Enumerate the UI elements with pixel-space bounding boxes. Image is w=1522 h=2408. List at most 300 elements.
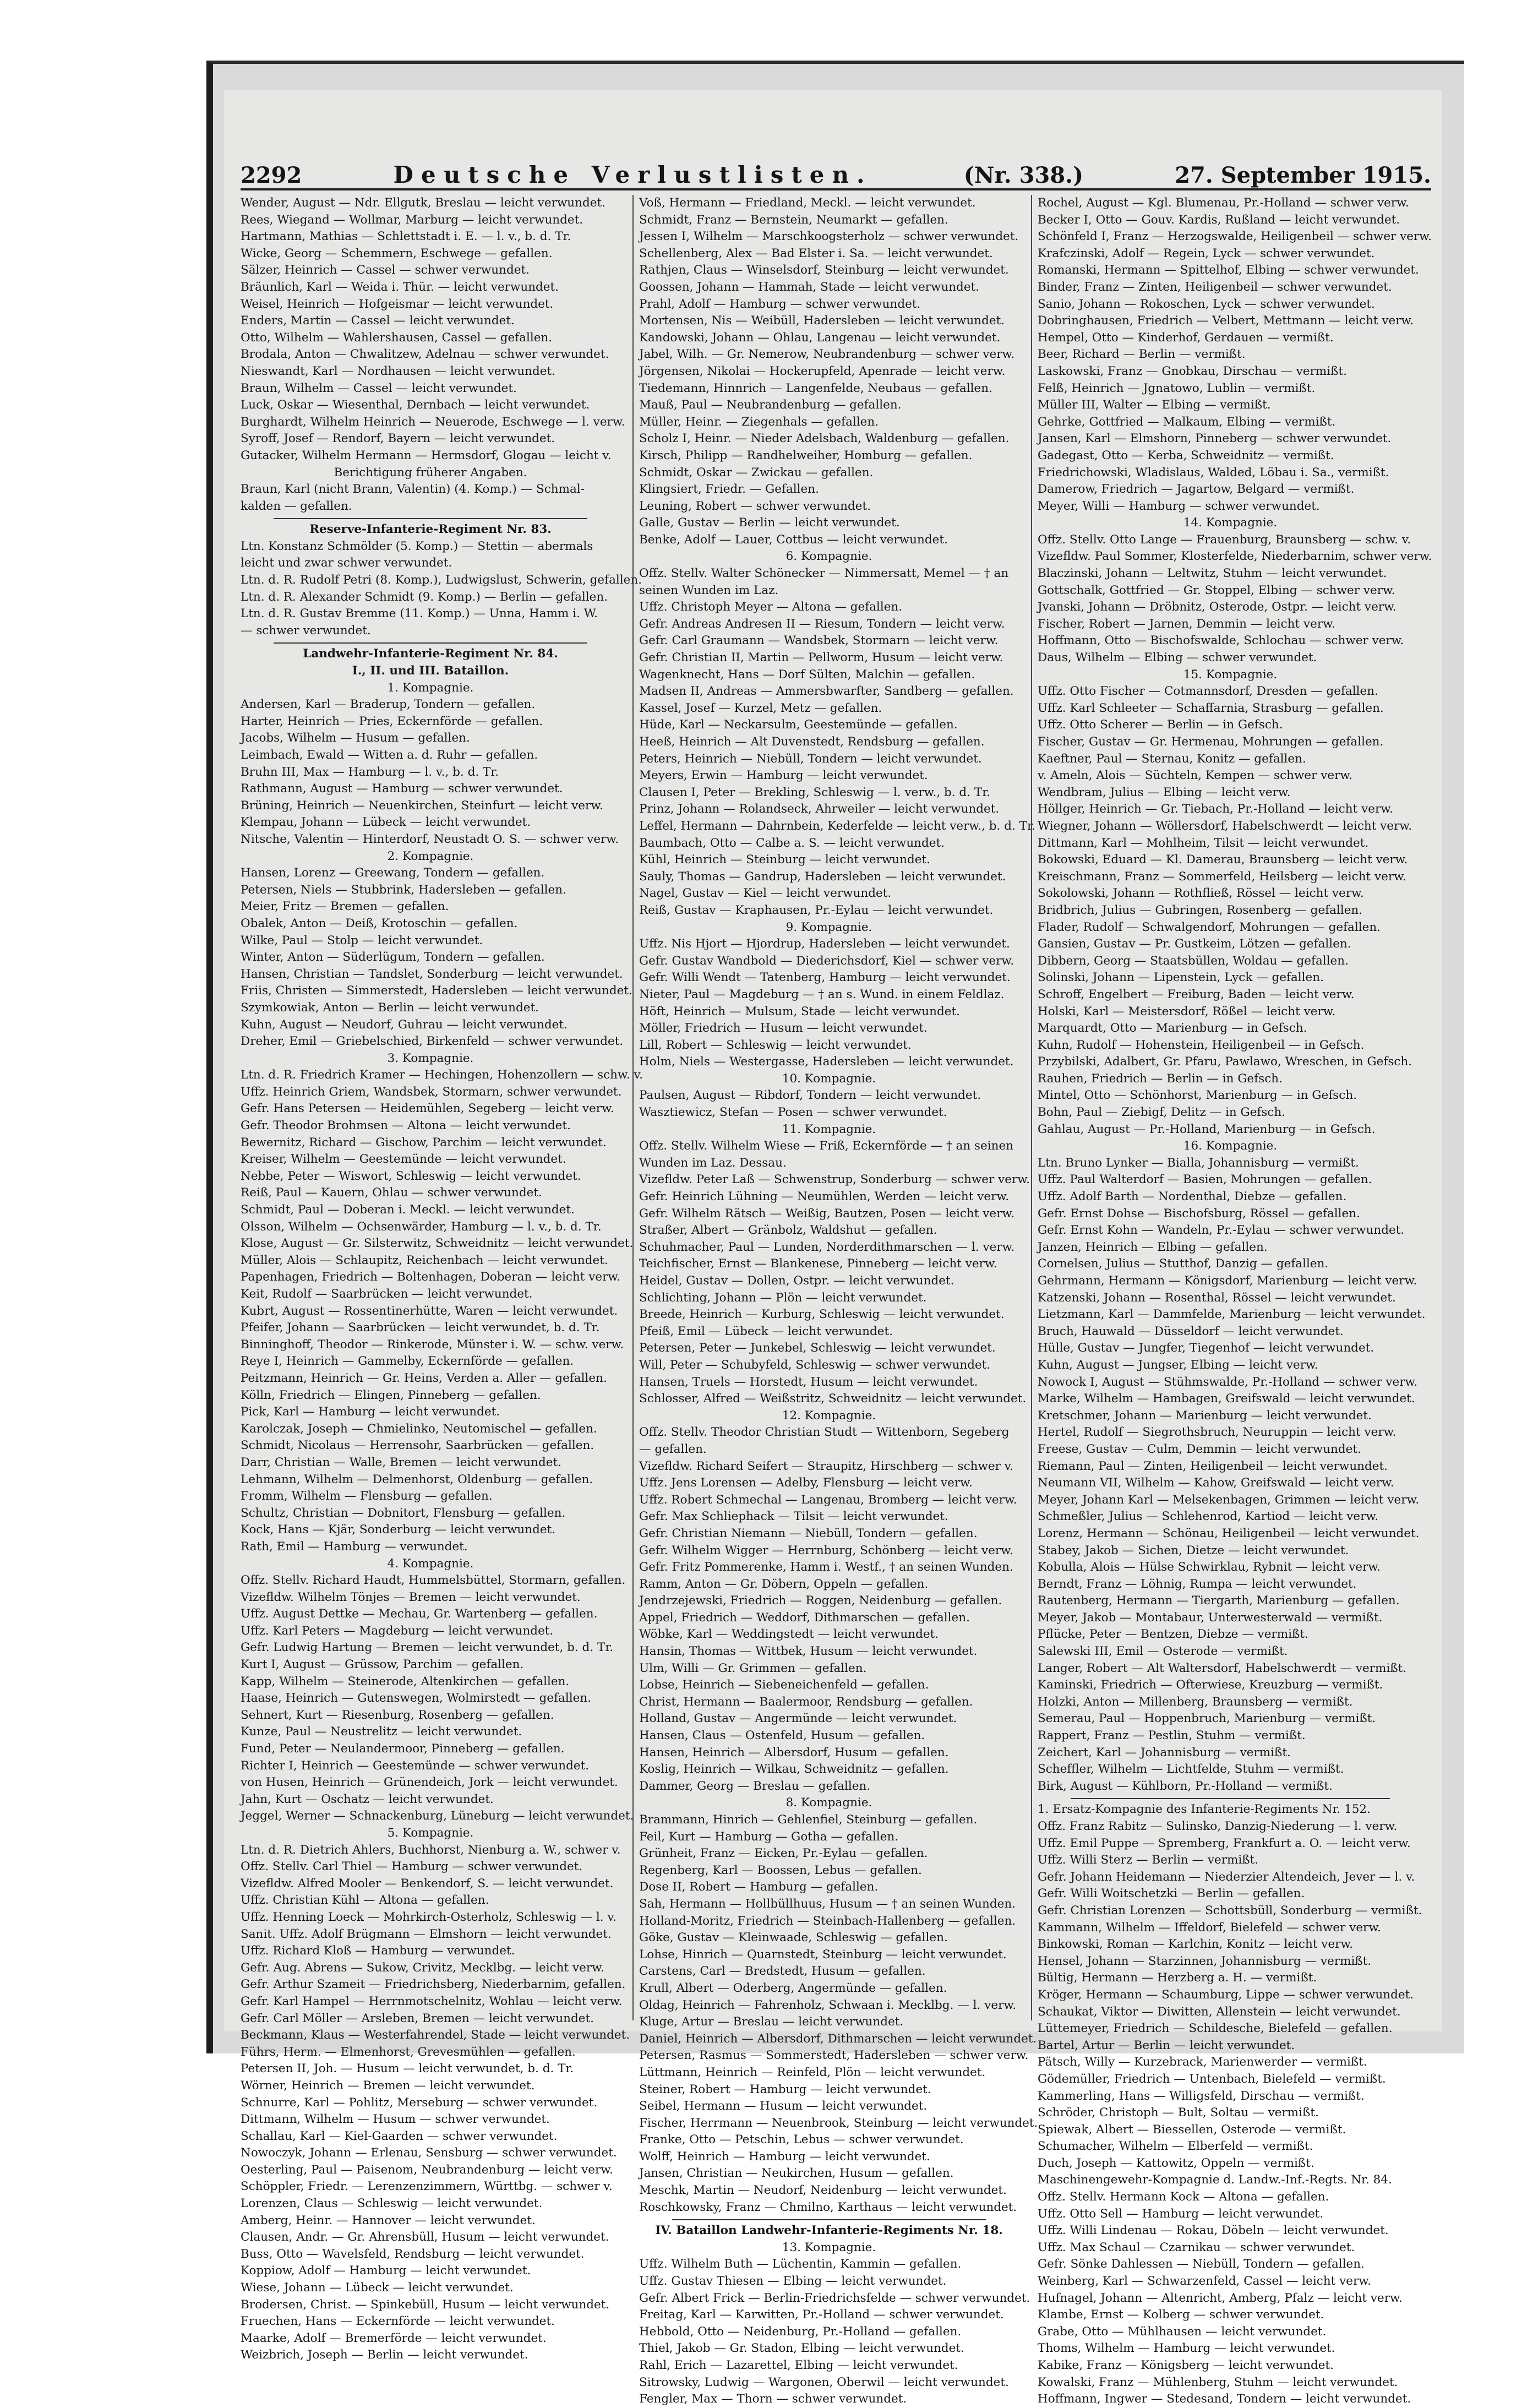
casualty-entry: Wiese, Johann — Lübeck — leicht verwundet.: [241, 2281, 514, 2295]
casualty-entry: Rochel, August — Kgl. Blumenau, Pr.-Holland — schwer verw.: [1038, 196, 1409, 210]
casualty-entry: Hansen, Lorenz — Greewang, Tondern — gefallen.: [241, 866, 545, 880]
casualty-entry: Rathmann, August — Hamburg — schwer verwundet.: [241, 782, 563, 796]
section-heading: I., II. und III. Bataillon.: [352, 664, 509, 678]
casualty-entry: Wolff, Heinrich — Hamburg — leicht verwundet.: [639, 2149, 930, 2164]
casualty-entry: Schallau, Karl — Kiel-Gaarden — schwer verwundet.: [241, 2129, 558, 2143]
casualty-entry: Schultz, Christian — Dobnitort, Flensburg — gefallen.: [241, 1506, 566, 1520]
casualty-entry: Gefr. Aug. Abrens — Sukow, Crivitz, Mecklbg. — leicht verw.: [241, 1960, 604, 1975]
section-heading: Reserve-Infanterie-Regiment Nr. 83.: [309, 522, 552, 537]
casualty-entry: Petersen, Rasmus — Sommerstedt, Hadersleben — schwer verw.: [639, 2049, 1029, 2063]
casualty-entry: Breede, Heinrich — Kurburg, Schleswig — leicht verwundet.: [639, 1307, 1005, 1322]
casualty-entry: kalden — gefallen.: [241, 499, 352, 513]
casualty-entry: Bohn, Paul — Ziebigf, Delitz — in Gefsch.: [1038, 1105, 1286, 1120]
casualty-entry: Uffz. Karl Schleeter — Schaffarnia, Strasburg — gefallen.: [1038, 701, 1384, 715]
casualty-entry: Bokowski, Eduard — Kl. Damerau, Braunsberg — leicht verw.: [1038, 853, 1408, 867]
casualty-entry: Rauhen, Friedrich — Berlin — in Gefsch.: [1038, 1071, 1283, 1086]
casualty-entry: Ulm, Willi — Gr. Grimmen — gefallen.: [639, 1661, 867, 1675]
casualty-entry: Wendbram, Julius — Elbing — leicht verw.: [1038, 785, 1291, 799]
company-heading: 14. Kompagnie.: [1183, 516, 1278, 530]
casualty-entry: Daniel, Heinrich — Albersdorf, Dithmarschen — leicht verwundet.: [639, 2031, 1037, 2046]
casualty-entry: Schlichting, Johann — Plön — leicht verwundet.: [639, 1290, 927, 1305]
casualty-entry: Gefr. Wilhelm Rätsch — Weißig, Bautzen, Posen — leicht verw.: [639, 1206, 1015, 1221]
casualty-entry: Neumann VII, Wilhelm — Kahow, Greifswald — leicht verw.: [1038, 1476, 1394, 1490]
casualty-entry: Przybilski, Adalbert, Gr. Pfaru, Pawlawo, Wreschen, in Gefsch.: [1038, 1055, 1412, 1069]
casualty-entry: Damerow, Friedrich — Jagartow, Belgard — vermißt.: [1038, 482, 1355, 497]
casualty-entry: Petersen II, Joh. — Husum — leicht verwundet, b. d. Tr.: [241, 2062, 574, 2076]
casualty-entry: Sälzer, Heinrich — Cassel — schwer verwundet.: [241, 263, 530, 277]
company-heading: 11. Kompagnie.: [782, 1122, 876, 1136]
casualty-entry: Kunze, Paul — Neustrelitz — leicht verwundet.: [241, 1725, 522, 1739]
casualty-entry: Flader, Rudolf — Schwalgendorf, Mohrungen — gefallen.: [1038, 920, 1381, 934]
casualty-entry: Lüttemeyer, Friedrich — Schildesche, Bielefeld — gefallen.: [1038, 2022, 1393, 2036]
casualty-entry: Uffz. Christian Kühl — Altona — gefallen.: [241, 1893, 489, 1908]
casualty-entry: Regenberg, Karl — Boossen, Lebus — gefallen.: [639, 1863, 922, 1877]
casualty-entry: Kandowski, Johann — Ohlau, Langenau — leicht verwundet.: [639, 330, 1001, 345]
casualty-entry: Duch, Joseph — Kattowitz, Oppeln — vermißt.: [1038, 2156, 1314, 2170]
company-heading: 16. Kompagnie.: [1183, 1139, 1278, 1153]
casualty-entry: Berndt, Franz — Löhnig, Rumpa — leicht verwundet.: [1038, 1577, 1357, 1591]
company-heading: Berichtigung früherer Angaben.: [334, 465, 527, 480]
casualty-entry: Daus, Wilhelm — Elbing — schwer verwundet.: [1038, 651, 1317, 665]
casualty-entry: Kretschmer, Johann — Marienburg — leicht verwundet.: [1038, 1408, 1372, 1423]
casualty-entry: Lohse, Hinrich — Quarnstedt, Steinburg — leicht verwundet.: [639, 1947, 1007, 1962]
casualty-entry: Uffz. Jens Lorensen — Adelby, Flensburg — leicht verw.: [639, 1476, 973, 1490]
casualty-entry: Freese, Gustav — Culm, Demmin — leicht verwundet.: [1038, 1442, 1361, 1456]
casualty-entry: Seibel, Hermann — Husum — leicht verwundet.: [639, 2099, 928, 2113]
casualty-entry: Ltn. d. R. Friedrich Kramer — Hechingen, Hohenzollern — schw. v.: [241, 1068, 643, 1082]
casualty-entry: Gefr. Christian Niemann — Niebüll, Tondern — gefallen.: [639, 1526, 978, 1540]
casualty-entry: Fromm, Wilhelm — Flensburg — gefallen.: [241, 1489, 493, 1503]
casualty-entry: Papenhagen, Friedrich — Boltenhagen, Doberan — leicht verw.: [241, 1270, 621, 1284]
casualty-entry: Gefr. Wilhelm Wigger — Herrnburg, Schönberg — leicht verw.: [639, 1543, 1013, 1557]
casualty-entry: Gefr. Albert Frick — Berlin-Friedrichsfelde — schwer verwundet.: [639, 2291, 1030, 2305]
casualty-entry: Krafczinski, Adolf — Regein, Lyck — schwer verwundet.: [1038, 246, 1375, 260]
casualty-entry: Oesterling, Paul — Paisenom, Neubrandenburg — leicht verw.: [241, 2162, 613, 2177]
casualty-entry: Karolczak, Joseph — Chmielinko, Neutomischel — gefallen.: [241, 1421, 597, 1436]
casualty-entry: Gefr. Christian Lorenzen — Schottsbüll, Sonderburg — vermißt.: [1038, 1903, 1422, 1917]
casualty-entry: Jörgensen, Nikolai — Hockerupfeld, Apenrade — leicht verw.: [639, 364, 1006, 378]
casualty-entry: Lobse, Heinrich — Siebeneichenfeld — gefallen.: [639, 1678, 929, 1692]
casualty-entry: Buss, Otto — Wavelsfeld, Rendsburg — leicht verwundet.: [241, 2247, 585, 2261]
casualty-entry: Gefr. Karl Hampel — Herrnmotschelnitz, Wohlau — leicht verw.: [241, 1994, 623, 2008]
casualty-entry: Schmidt, Oskar — Zwickau — gefallen.: [639, 465, 874, 480]
casualty-entry: Spiewak, Albert — Biessellen, Osterode — vermißt.: [1038, 2122, 1346, 2137]
casualty-entry: Fund, Peter — Neulandermoor, Pinneberg — gefallen.: [241, 1742, 565, 1756]
casualty-entry: Nowoczyk, Johann — Erlenau, Sensburg — schwer verwundet.: [241, 2146, 617, 2160]
casualty-entry: Romanski, Hermann — Spittelhof, Elbing — schwer verwundet.: [1038, 263, 1419, 277]
casualty-entry: Hertel, Rudolf — Siegrothsbruch, Neuruppin — leicht verw.: [1038, 1425, 1396, 1440]
casualty-entry: Pfeiß, Emil — Lübeck — leicht verwundet.: [639, 1324, 893, 1338]
casualty-entry: Jvanski, Johann — Dröbnitz, Osterode, Ostpr. — leicht verw.: [1038, 600, 1396, 614]
casualty-entry: Rees, Wiegand — Wollmar, Marburg — leicht verwundet.: [241, 213, 583, 227]
company-heading: 1. Kompagnie.: [387, 680, 474, 695]
casualty-entry: Kabike, Franz — Königsberg — leicht verwundet.: [1038, 2358, 1334, 2372]
casualty-entry: Schmidt, Franz — Bernstein, Neumarkt — gefallen.: [639, 213, 948, 227]
casualty-entry: Heidel, Gustav — Dollen, Ostpr. — leicht verwundet.: [639, 1274, 954, 1288]
casualty-entry: Klempau, Johann — Lübeck — leicht verwundet.: [241, 815, 531, 830]
casualty-entry: Kammann, Wilhelm — Iffeldorf, Bielefeld — schwer verw.: [1038, 1920, 1382, 1935]
casualty-entry: Schöppler, Friedr. — Lerenzenzimmern, Württbg. — schwer v.: [241, 2180, 613, 2194]
casualty-entry: Uffz. Wilhelm Buth — Lüchentin, Kammin — gefallen.: [639, 2257, 962, 2271]
casualty-entry: Wender, August — Ndr. Ellgutk, Breslau — leicht verwundet.: [241, 196, 605, 210]
casualty-entry: seinen Wunden im Laz.: [639, 583, 779, 597]
casualty-entry: Schumacher, Wilhelm — Elberfeld — vermißt.: [1038, 2139, 1313, 2154]
casualty-entry: Kassel, Josef — Kurzel, Metz — gefallen.: [639, 701, 882, 715]
casualty-entry: Obalek, Anton — Deiß, Krotoschin — gefallen.: [241, 916, 518, 930]
casualty-entry: Friedrichowski, Wladislaus, Walded, Löbau i. Sa., vermißt.: [1038, 465, 1389, 480]
casualty-entry: Höft, Heinrich — Mulsum, Stade — leicht verwundet.: [639, 1004, 960, 1018]
casualty-entry: Clausen, Andr. — Gr. Ahrensbüll, Husum — leicht verwundet.: [241, 2230, 609, 2244]
casualty-entry: Klingsiert, Friedr. — Gefallen.: [639, 482, 819, 497]
casualty-entry: Uffz. Paul Walterdorf — Basien, Mohrungen — gefallen.: [1038, 1173, 1372, 1187]
casualty-entry: Zeichert, Karl — Johannisburg — vermißt.: [1038, 1745, 1291, 1759]
casualty-entry: Fischer, Gustav — Gr. Hermenau, Mohrungen — gefallen.: [1038, 735, 1384, 749]
casualty-entry: Sanio, Johann — Rokoschen, Lyck — schwer verwundet.: [1038, 297, 1375, 311]
casualty-entry: Dibbern, Georg — Staatsbüllen, Woldau — gefallen.: [1038, 954, 1349, 968]
casualty-entry: Gefr. Andreas Andresen II — Riesum, Tondern — leicht verw.: [639, 617, 1005, 631]
casualty-entry: Nieswandt, Karl — Nordhausen — leicht verwundet.: [241, 364, 555, 378]
casualty-entry: Koppiow, Adolf — Hamburg — leicht verwundet.: [241, 2264, 531, 2278]
casualty-entry: Schmidt, Nicolaus — Herrensohr, Saarbrücken — gefallen.: [241, 1439, 594, 1453]
casualty-entry: Rath, Emil — Hamburg — verwundet.: [241, 1539, 468, 1554]
casualty-entry: Dittmann, Wilhelm — Husum — schwer verwundet.: [241, 2112, 550, 2127]
company-heading: 3. Kompagnie.: [387, 1051, 474, 1065]
casualty-entry: Uffz. Otto Fischer — Cotmannsdorf, Dresden — gefallen.: [1038, 684, 1378, 699]
casualty-entry: Holm, Niels — Westergasse, Hadersleben — leicht verwundet.: [639, 1055, 1014, 1069]
casualty-entry: Leuning, Robert — schwer verwundet.: [639, 499, 871, 513]
casualty-entry: Enders, Martin — Cassel — leicht verwundet.: [241, 314, 515, 328]
casualty-entry: Wöbke, Karl — Weddingstedt — leicht verwundet.: [639, 1627, 939, 1642]
casualty-entry: Nebbe, Peter — Wiswort, Schleswig — leicht verwundet.: [241, 1169, 581, 1183]
casualty-entry: Uffz. Robert Schmechal — Langenau, Bromberg — leicht verw.: [639, 1492, 1017, 1507]
casualty-entry: Müller, Alois — Schlaupitz, Reichenbach — leicht verwundet.: [241, 1253, 608, 1267]
casualty-entry: Petersen, Peter — Junkebel, Schleswig — leicht verwundet.: [639, 1341, 996, 1355]
casualty-entry: Uffz. Otto Sell — Hamburg — leicht verwundet.: [1038, 2207, 1324, 2221]
casualty-entry: Uffz. Otto Scherer — Berlin — in Gefsch.: [1038, 718, 1283, 732]
casualty-entry: Jabel, Wilh. — Gr. Nemerow, Neubrandenburg — schwer verw.: [639, 347, 1015, 362]
casualty-entry: Schröder, Christoph — Bult, Soltau — vermißt.: [1038, 2106, 1319, 2120]
issue-number: (Nr. 338.): [963, 162, 1083, 188]
casualty-entry: Sehnert, Kurt — Riesenburg, Rosenberg — gefallen.: [241, 1708, 554, 1722]
casualty-entry: Grünheit, Franz — Eicken, Pr.-Eylau — gefallen.: [639, 1846, 928, 1861]
casualty-entry: Janzen, Heinrich — Elbing — gefallen.: [1038, 1240, 1268, 1254]
casualty-entry: Offz. Stellv. Hermann Kock — Altona — gefallen.: [1038, 2190, 1329, 2204]
casualty-entry: Ltn. d. R. Dietrich Ahlers, Buchhorst, Nienburg a. W., schwer v.: [241, 1843, 621, 1857]
casualty-entry: Gehrke, Gottfried — Malkaum, Elbing — vermißt.: [1038, 415, 1336, 429]
casualty-entry: Schaukat, Viktor — Diwitten, Allenstein — leicht verwundet.: [1038, 2004, 1401, 2019]
casualty-entry: Binder, Franz — Zinten, Heiligenbeil — schwer verwundet.: [1038, 280, 1392, 294]
casualty-entry: Kammerling, Hans — Willigsfeld, Dirschau — vermißt.: [1038, 2089, 1365, 2103]
casualty-entry: Vizefldw. Peter Laß — Schwenstrup, Sonderburg — schwer verw.: [639, 1173, 1030, 1187]
casualty-entry: Bartel, Artur — Berlin — leicht verwundet.: [1038, 2038, 1295, 2052]
column-middle: [632, 195, 1038, 2406]
casualty-entry: Jahn, Kurt — Oschatz — leicht verwundet.: [241, 1792, 494, 1806]
casualty-entry: Höllger, Heinrich — Gr. Tiebach, Pr.-Holland — leicht verw.: [1038, 802, 1393, 816]
casualty-entry: Sokolowski, Johann — Rothfließ, Rössel — leicht verw.: [1038, 886, 1364, 901]
company-heading: 13. Kompagnie.: [782, 2240, 876, 2254]
casualty-entry: Uffz. Max Schaul — Czarnikau — schwer verwundet.: [1038, 2240, 1355, 2254]
company-heading: 12. Kompagnie.: [782, 1408, 876, 1423]
casualty-entry: Uffz. Christoph Meyer — Altona — gefallen.: [639, 600, 903, 614]
casualty-entry: Galle, Gustav — Berlin — leicht verwundet.: [639, 516, 900, 530]
casualty-entry: Kowalski, Franz — Mühlenberg, Stuhm — leicht verwundet.: [1038, 2375, 1398, 2389]
casualty-entry: Reye I, Heinrich — Gammelby, Eckernförde — gefallen.: [241, 1354, 574, 1369]
company-heading: 10. Kompagnie.: [782, 1071, 876, 1086]
casualty-entry: Blaczinski, Johann — Leltwitz, Stuhm — leicht verwundet.: [1038, 566, 1387, 581]
casualty-entry: Hartmann, Mathias — Schlettstadt i. E. — l. v., b. d. Tr.: [241, 230, 571, 244]
casualty-entry: Wiegner, Johann — Wöllersdorf, Habelschwerdt — leicht verw.: [1038, 819, 1412, 833]
casualty-entry: Hempel, Otto — Kinderhof, Gerdauen — vermißt.: [1038, 330, 1334, 345]
casualty-entry: Kuhn, August — Jungser, Elbing — leicht verw.: [1038, 1358, 1318, 1372]
casualty-entry: Kapp, Wilhelm — Steinerode, Altenkirchen — gefallen.: [241, 1674, 570, 1688]
casualty-entry: Lehmann, Wilhelm — Delmenhorst, Oldenburg — gefallen.: [241, 1472, 593, 1486]
casualty-entry: Gadegast, Otto — Kerba, Schweidnitz — vermißt.: [1038, 448, 1334, 462]
casualty-entry: Offz. Stellv. Carl Thiel — Hamburg — schwer verwundet.: [241, 1860, 583, 1874]
casualty-entry: Hoffmann, Ingwer — Stedesand, Tondern — leicht verwundet.: [1038, 2392, 1411, 2406]
casualty-entry: Nieter, Paul — Magdeburg — † an s. Wund. in einem Feldlaz.: [639, 987, 1005, 1001]
casualty-entry: Will, Peter — Schubyfeld, Schleswig — schwer verwundet.: [639, 1358, 991, 1372]
casualty-entry: Hansen, Christian — Tandslet, Sonderburg — leicht verwundet.: [241, 967, 623, 981]
casualty-entry: Hüde, Karl — Neckarsulm, Geestemünde — gefallen.: [639, 718, 958, 732]
casualty-entry: Gahlau, August — Pr.-Holland, Marienburg — in Gefsch.: [1038, 1122, 1376, 1136]
casualty-entry: Meyers, Erwin — Hamburg — leicht verwundet.: [639, 769, 928, 783]
casualty-entry: Peters, Heinrich — Niebüll, Tondern — leicht verwundet.: [639, 751, 982, 766]
casualty-entry: Ramm, Anton — Gr. Döbern, Oppeln — gefallen.: [639, 1577, 929, 1591]
casualty-entry: Uffz. Willi Lindenau — Rokau, Döbeln — leicht verwundet.: [1038, 2224, 1389, 2238]
casualty-entry: Bültig, Hermann — Herzberg a. H. — vermißt.: [1038, 1971, 1317, 1985]
casualty-entry: Bräunlich, Karl — Weida i. Thür. — leicht verwundet.: [241, 280, 559, 294]
casualty-entry: Kölln, Friedrich — Elingen, Pinneberg — gefallen.: [241, 1388, 541, 1402]
casualty-entry: Holland, Gustav — Angermünde — leicht verwundet.: [639, 1712, 957, 1726]
casualty-entry: Olsson, Wilhelm — Ochsenwärder, Hamburg — l. v., b. d. Tr.: [241, 1219, 602, 1234]
section-rule: [274, 642, 587, 644]
casualty-entry: Hensel, Johann — Starzinnen, Johannisburg — vermißt.: [1038, 1954, 1372, 1968]
casualty-entry: Hufnagel, Johann — Altenricht, Amberg, Pfalz — leicht verw.: [1038, 2291, 1403, 2305]
casualty-entry: Carstens, Carl — Bredstedt, Husum — gefallen.: [639, 1964, 926, 1979]
casualty-entry: Salewski III, Emil — Osterode — vermißt.: [1038, 1644, 1288, 1659]
text-columns: [241, 195, 1432, 2406]
casualty-entry: Felß, Heinrich — Jgnatowo, Lublin — vermißt.: [1038, 381, 1316, 395]
casualty-entry: Grabe, Otto — Mühlhausen — leicht verwundet.: [1038, 2324, 1327, 2339]
casualty-entry: Kirsch, Philipp — Randhelweiher, Homburg — gefallen.: [639, 448, 973, 462]
company-heading: 15. Kompagnie.: [1183, 667, 1278, 682]
casualty-entry: Prahl, Adolf — Hamburg — schwer verwundet.: [639, 297, 921, 311]
casualty-entry: Offz. Stellv. Walter Schönecker — Nimmersatt, Memel — † an: [639, 566, 1009, 581]
casualty-entry: Pick, Karl — Hamburg — leicht verwundet.: [241, 1405, 500, 1419]
page-header: [241, 155, 1431, 190]
casualty-entry: Jeggel, Werner — Schnackenburg, Lüneburg — leicht verwundet.: [241, 1809, 634, 1823]
casualty-entry: Gefr. Carl Möller — Arsleben, Bremen — leicht verwundet.: [241, 2011, 594, 2025]
casualty-entry: Gefr. Gustav Wandbold — Diederichsdorf, Kiel — schwer verw.: [639, 954, 1014, 968]
casualty-entry: Amberg, Heinr. — Hannover — leicht verwundet.: [241, 2213, 536, 2227]
casualty-entry: Kubrt, August — Rossentinerhütte, Waren — leicht verwundet.: [241, 1304, 618, 1318]
casualty-entry: Baumbach, Otto — Calbe a. S. — leicht verwundet.: [639, 836, 945, 850]
scanned-page: [206, 61, 1464, 2406]
casualty-entry: Uffz. Willi Sterz — Berlin — vermißt.: [1038, 1853, 1259, 1867]
casualty-entry: Brodala, Anton — Chwalitzew, Adelnau — schwer verwundet.: [241, 347, 609, 362]
casualty-entry: Straßer, Albert — Gränbolz, Waldshut — gefallen.: [639, 1223, 937, 1238]
casualty-entry: Brammann, Hinrich — Gehlenfiel, Steinburg — gefallen.: [639, 1813, 978, 1827]
casualty-entry: Kühl, Heinrich — Steinburg — leicht verwundet.: [639, 853, 930, 867]
casualty-entry: Hebbold, Otto — Neidenburg, Pr.-Holland — gefallen.: [639, 2324, 962, 2339]
casualty-entry: Uffz. Heinrich Griem, Wandsbek, Stormarn, schwer verwundet.: [241, 1085, 622, 1099]
casualty-entry: Dittmann, Karl — Mohlheim, Tilsit — leicht verwundet.: [1038, 836, 1369, 850]
casualty-entry: Dammer, Georg — Breslau — gefallen.: [639, 1779, 871, 1793]
casualty-entry: Kock, Hans — Kjär, Sonderburg — leicht verwundet.: [241, 1523, 556, 1537]
casualty-entry: Mintel, Otto — Schönhorst, Marienburg — in Gefsch.: [1038, 1088, 1357, 1103]
casualty-entry: Offz. Stellv. Otto Lange — Frauenburg, Braunsberg — schw. v.: [1038, 532, 1411, 547]
casualty-entry: Sah, Hermann — Hollbüllhuus, Husum — † an seinen Wunden.: [639, 1897, 1016, 1911]
casualty-entry: Lietzmann, Karl — Dammfelde, Marienburg — leicht verwundet.: [1038, 1307, 1426, 1322]
casualty-entry: Fruechen, Hans — Eckernförde — leicht verwundet.: [241, 2314, 555, 2329]
casualty-entry: Marke, Wilhelm — Hambagen, Greifswald — leicht verwundet.: [1038, 1392, 1415, 1406]
casualty-entry: — gefallen.: [639, 1442, 707, 1456]
casualty-entry: Ltn. d. R. Alexander Schmidt (9. Komp.) — Berlin — gefallen.: [241, 590, 608, 604]
casualty-entry: Winter, Anton — Süderlügum, Tondern — gefallen.: [241, 950, 545, 965]
section-rule: [672, 2219, 986, 2220]
casualty-entry: Binkowski, Roman — Karlchin, Konitz — leicht verw.: [1038, 1937, 1354, 1952]
casualty-entry: Vizefldw. Richard Seifert — Straupitz, Hirschberg — schwer v.: [639, 1459, 1014, 1473]
casualty-entry: Lorenz, Hermann — Schönau, Heiligenbeil — leicht verwundet.: [1038, 1526, 1420, 1540]
section-heading: Landwehr-Infanterie-Regiment Nr. 84.: [303, 647, 558, 661]
casualty-entry: Wicke, Georg — Schemmern, Eschwege — gefallen.: [241, 246, 553, 260]
casualty-entry: Gefr. Theodor Brohmsen — Altona — leicht verwundet.: [241, 1119, 571, 1133]
casualty-entry: Schmeßler, Julius — Schlehenrod, Kartiod — leicht verw.: [1038, 1510, 1379, 1524]
casualty-entry: Bruch, Hauwald — Düsseldorf — leicht verwundet.: [1038, 1324, 1344, 1338]
company-heading: 5. Kompagnie.: [387, 1826, 474, 1840]
casualty-entry: Meyer, Willi — Hamburg — schwer verwundet.: [1038, 499, 1320, 513]
casualty-entry: Solinski, Johann — Lipenstein, Lyck — gefallen.: [1038, 971, 1324, 985]
casualty-entry: Kreischmann, Franz — Sommerfeld, Heilsberg — leicht verw.: [1038, 869, 1406, 884]
casualty-entry: Keit, Rudolf — Saarbrücken — leicht verwundet.: [241, 1287, 533, 1301]
casualty-entry: Weinberg, Karl — Schwarzenfeld, Cassel — leicht verw.: [1038, 2274, 1371, 2289]
casualty-entry: Krull, Albert — Oderberg, Angermünde — gefallen.: [639, 1981, 947, 1995]
casualty-entry: Gefr. Ernst Dohse — Bischofsburg, Rössel — gefallen.: [1038, 1206, 1360, 1221]
casualty-entry: Binninghoff, Theodor — Rinkerode, Münster i. W. — schw. verw.: [241, 1337, 624, 1352]
casualty-entry: Scholz I, Heinr. — Nieder Adelsbach, Waldenburg — gefallen.: [639, 432, 1010, 446]
section-heading: IV. Bataillon Landwehr-Infanterie-Regiments Nr. 18.: [655, 2224, 1003, 2238]
casualty-entry: Führs, Herm. — Elmenhorst, Grevesmühlen — gefallen.: [241, 2045, 576, 2059]
casualty-entry: Holski, Karl — Meistersdorf, Rößel — leicht verw.: [1038, 1004, 1336, 1018]
casualty-entry: Schönfeld I, Franz — Herzogswalde, Heiligenbeil — schwer verw.: [1038, 230, 1432, 244]
casualty-entry: Gefr. Ludwig Hartung — Bremen — leicht verwundet, b. d. Tr.: [241, 1641, 614, 1655]
casualty-entry: Gefr. Max Schliephack — Tilsit — leicht verwundet.: [639, 1510, 948, 1524]
casualty-entry: Pfeifer, Johann — Saarbrücken — leicht verwundet, b. d. Tr.: [241, 1321, 600, 1335]
casualty-entry: Gefr. Ernst Kohn — Wandeln, Pr.-Eylau — schwer verwundet.: [1038, 1223, 1405, 1238]
casualty-entry: Semerau, Paul — Hoppenbruch, Marienburg — vermißt.: [1038, 1712, 1376, 1726]
casualty-entry: Holzki, Anton — Millenberg, Braunsberg — vermißt.: [1038, 1695, 1353, 1709]
casualty-entry: Gehrmann, Hermann — Königsdorf, Marienburg — leicht verw.: [1038, 1274, 1417, 1288]
casualty-entry: Fischer, Herrmann — Neuenbrook, Steinburg — leicht verwundet.: [639, 2116, 1038, 2130]
casualty-entry: Thoms, Wilhelm — Hamburg — leicht verwundet.: [1038, 2341, 1335, 2356]
casualty-entry: Sauly, Thomas — Gandrup, Hadersleben — leicht verwundet.: [639, 869, 1006, 884]
casualty-entry: Marquardt, Otto — Marienburg — in Gefsch.: [1038, 1021, 1307, 1036]
casualty-entry: Holland-Moritz, Friedrich — Steinbach-Hallenberg — gefallen.: [639, 1914, 1016, 1928]
casualty-entry: Jacobs, Wilhelm — Husum — gefallen.: [241, 731, 470, 745]
casualty-entry: Offz. Stellv. Wilhelm Wiese — Friß, Eckernförde — † an seinen: [639, 1139, 1014, 1153]
casualty-entry: Bridbrich, Julius — Gubringen, Rosenberg — gefallen.: [1038, 903, 1363, 917]
casualty-entry: Dreher, Emil — Griebelschied, Birkenfeld — schwer verwundet.: [241, 1034, 624, 1049]
casualty-entry: Schlosser, Alfred — Weißstritz, Schweidnitz — leicht verwundet.: [639, 1392, 1027, 1406]
casualty-entry: Andersen, Karl — Braderup, Tondern — gefallen.: [241, 698, 536, 712]
casualty-entry: Beckmann, Klaus — Westerfahrendel, Stade — leicht verwundet.: [241, 2028, 630, 2042]
casualty-entry: Kuhn, August — Neudorf, Guhrau — leicht verwundet.: [241, 1017, 568, 1032]
casualty-entry: Gefr. Carl Graumann — Wandsbek, Stormarn — leicht verw.: [639, 634, 999, 648]
casualty-entry: Wasztiewicz, Stefan — Posen — schwer verwundet.: [639, 1105, 947, 1120]
casualty-entry: Steiner, Robert — Hamburg — leicht verwundet.: [639, 2082, 931, 2096]
casualty-entry: Feil, Kurt — Hamburg — Gotha — gefallen.: [639, 1829, 899, 1844]
casualty-entry: Mortensen, Nis — Weibüll, Hadersleben — leicht verwundet.: [639, 314, 1005, 328]
casualty-entry: Nitsche, Valentin — Hinterdorf, Neustadt O. S. — schwer verw.: [241, 832, 619, 846]
casualty-entry: Fischer, Robert — Jarnen, Demmin — leicht verw.: [1038, 617, 1335, 631]
casualty-entry: Jansen, Christian — Neukirchen, Husum — gefallen.: [639, 2166, 954, 2181]
casualty-entry: Rathjen, Claus — Winselsdorf, Steinburg — leicht verwundet.: [639, 263, 1009, 277]
casualty-entry: Gefr. Hans Petersen — Heidemühlen, Segeberg — leicht verw.: [241, 1102, 614, 1116]
casualty-entry: Gefr. Willi Wendt — Tatenberg, Hamburg — leicht verwundet.: [639, 971, 1011, 985]
casualty-entry: Teichfischer, Ernst — Blankenese, Pinneberg — leicht verw.: [639, 1257, 997, 1271]
casualty-entry: 1. Ersatz-Kompagnie des Infanterie-Regiments Nr. 152.: [1038, 1802, 1371, 1817]
casualty-entry: Gefr. Arthur Szameit — Friedrichsberg, Niederbarnim, gefallen.: [241, 1977, 626, 1992]
casualty-entry: Hansen, Heinrich — Albersdorf, Husum — gefallen.: [639, 1745, 949, 1759]
casualty-entry: Kreiser, Wilhelm — Geestemünde — leicht verwundet.: [241, 1152, 566, 1167]
casualty-entry: Bewernitz, Richard — Gischow, Parchim — leicht verwundet.: [241, 1135, 607, 1149]
casualty-entry: Kaminski, Friedrich — Ofterwiese, Kreuzburg — vermißt.: [1038, 1678, 1383, 1692]
company-heading: 2. Kompagnie.: [387, 849, 474, 863]
column-right: [1031, 195, 1432, 2406]
casualty-entry: Uffz. Richard Kloß — Hamburg — verwundet.: [241, 1944, 515, 1958]
casualty-entry: Vizefldw. Paul Sommer, Klosterfelde, Niederbarnim, schwer verw.: [1038, 549, 1432, 564]
casualty-entry: Mauß, Paul — Neubrandenburg — gefallen.: [639, 398, 902, 412]
casualty-entry: Prinz, Johann — Rolandseck, Ahrweiler — leicht verwundet.: [639, 802, 1000, 816]
company-heading: 8. Kompagnie.: [785, 1796, 872, 1810]
page-number: 2292: [241, 162, 302, 188]
casualty-entry: Clausen I, Peter — Brekling, Schleswig — l. verw., b. d. Tr.: [639, 785, 990, 799]
casualty-entry: Braun, Karl (nicht Brann, Valentin) (4. Komp.) — Schmal-: [241, 482, 585, 497]
casualty-entry: Möller, Friedrich — Husum — leicht verwundet.: [639, 1021, 928, 1036]
casualty-entry: Goossen, Johann — Hammah, Stade — leicht verwundet.: [639, 280, 980, 294]
casualty-entry: Rahl, Erich — Lazarettel, Elbing — leicht verwundet.: [639, 2358, 958, 2372]
casualty-entry: Wörner, Heinrich — Bremen — leicht verwundet.: [241, 2078, 535, 2093]
casualty-entry: Hülle, Gustav — Jungfer, Tiegenhof — leicht verwundet.: [1038, 1341, 1374, 1355]
casualty-entry: — schwer verwundet.: [241, 623, 371, 638]
casualty-entry: Gansien, Gustav — Pr. Gustkeim, Lötzen — gefallen.: [1038, 937, 1351, 951]
casualty-entry: Offz. Franz Rabitz — Sulinsko, Danzig-Niederung — l. verw.: [1038, 1819, 1398, 1833]
casualty-entry: Oldag, Heinrich — Fahrenholz, Schwaan i. Mecklbg. — l. verw.: [639, 1998, 1017, 2012]
casualty-entry: Ltn. Konstanz Schmölder (5. Komp.) — Stettin — abermals: [241, 539, 593, 553]
casualty-entry: Haase, Heinrich — Gutenswegen, Wolmirstedt — gefallen.: [241, 1691, 592, 1706]
casualty-entry: Nagel, Gustav — Kiel — leicht verwundet.: [639, 886, 892, 901]
casualty-entry: Gefr. Christian II, Martin — Pellworm, Husum — leicht verw.: [639, 651, 1003, 665]
casualty-entry: Brodersen, Christ. — Spinkebüll, Husum — leicht verwundet.: [241, 2297, 610, 2312]
publication-title: Deutsche Verlustlisten.: [393, 161, 872, 188]
casualty-entry: Jessen I, Wilhelm — Marschkoogsterholz — schwer verwundet.: [639, 230, 1019, 244]
casualty-entry: Klose, August — Gr. Silsterwitz, Schweidnitz — leicht verwundet.: [241, 1236, 634, 1251]
casualty-entry: Rautenberg, Hermann — Tiergarth, Marienburg — gefallen.: [1038, 1594, 1400, 1608]
casualty-entry: Uffz. Karl Peters — Magdeburg — leicht verwundet.: [241, 1624, 554, 1638]
casualty-entry: Kurt I, August — Grüssow, Parchim — gefallen.: [241, 1658, 524, 1672]
casualty-entry: Gefr. Heinrich Lühning — Neumühlen, Werden — leicht verw.: [639, 1190, 1010, 1204]
casualty-entry: Offz. Stellv. Richard Haudt, Hummelsbüttel, Stormarn, gefallen.: [241, 1573, 626, 1588]
casualty-entry: Göke, Gustav — Kleinwaade, Schleswig — gefallen.: [639, 1931, 948, 1945]
casualty-entry: Wunden im Laz. Dessau.: [639, 1156, 787, 1170]
casualty-entry: von Husen, Heinrich — Grünendeich, Jork — leicht verwundet.: [241, 1775, 618, 1790]
casualty-entry: Meyer, Johann Karl — Melsekenbagen, Grimmen — leicht verw.: [1038, 1492, 1420, 1507]
casualty-entry: Richter I, Heinrich — Geestemünde — schwer verwundet.: [241, 1758, 590, 1773]
casualty-entry: Schmidt, Paul — Doberan i. Meckl. — leicht verwundet.: [241, 1203, 575, 1217]
casualty-entry: Uffz. August Dettke — Mechau, Gr. Wartenberg — gefallen.: [241, 1607, 598, 1621]
casualty-entry: Becker I, Otto — Gouv. Kardis, Rußland — leicht verwundet.: [1038, 213, 1400, 227]
casualty-entry: Müller III, Walter — Elbing — vermißt.: [1038, 398, 1271, 412]
